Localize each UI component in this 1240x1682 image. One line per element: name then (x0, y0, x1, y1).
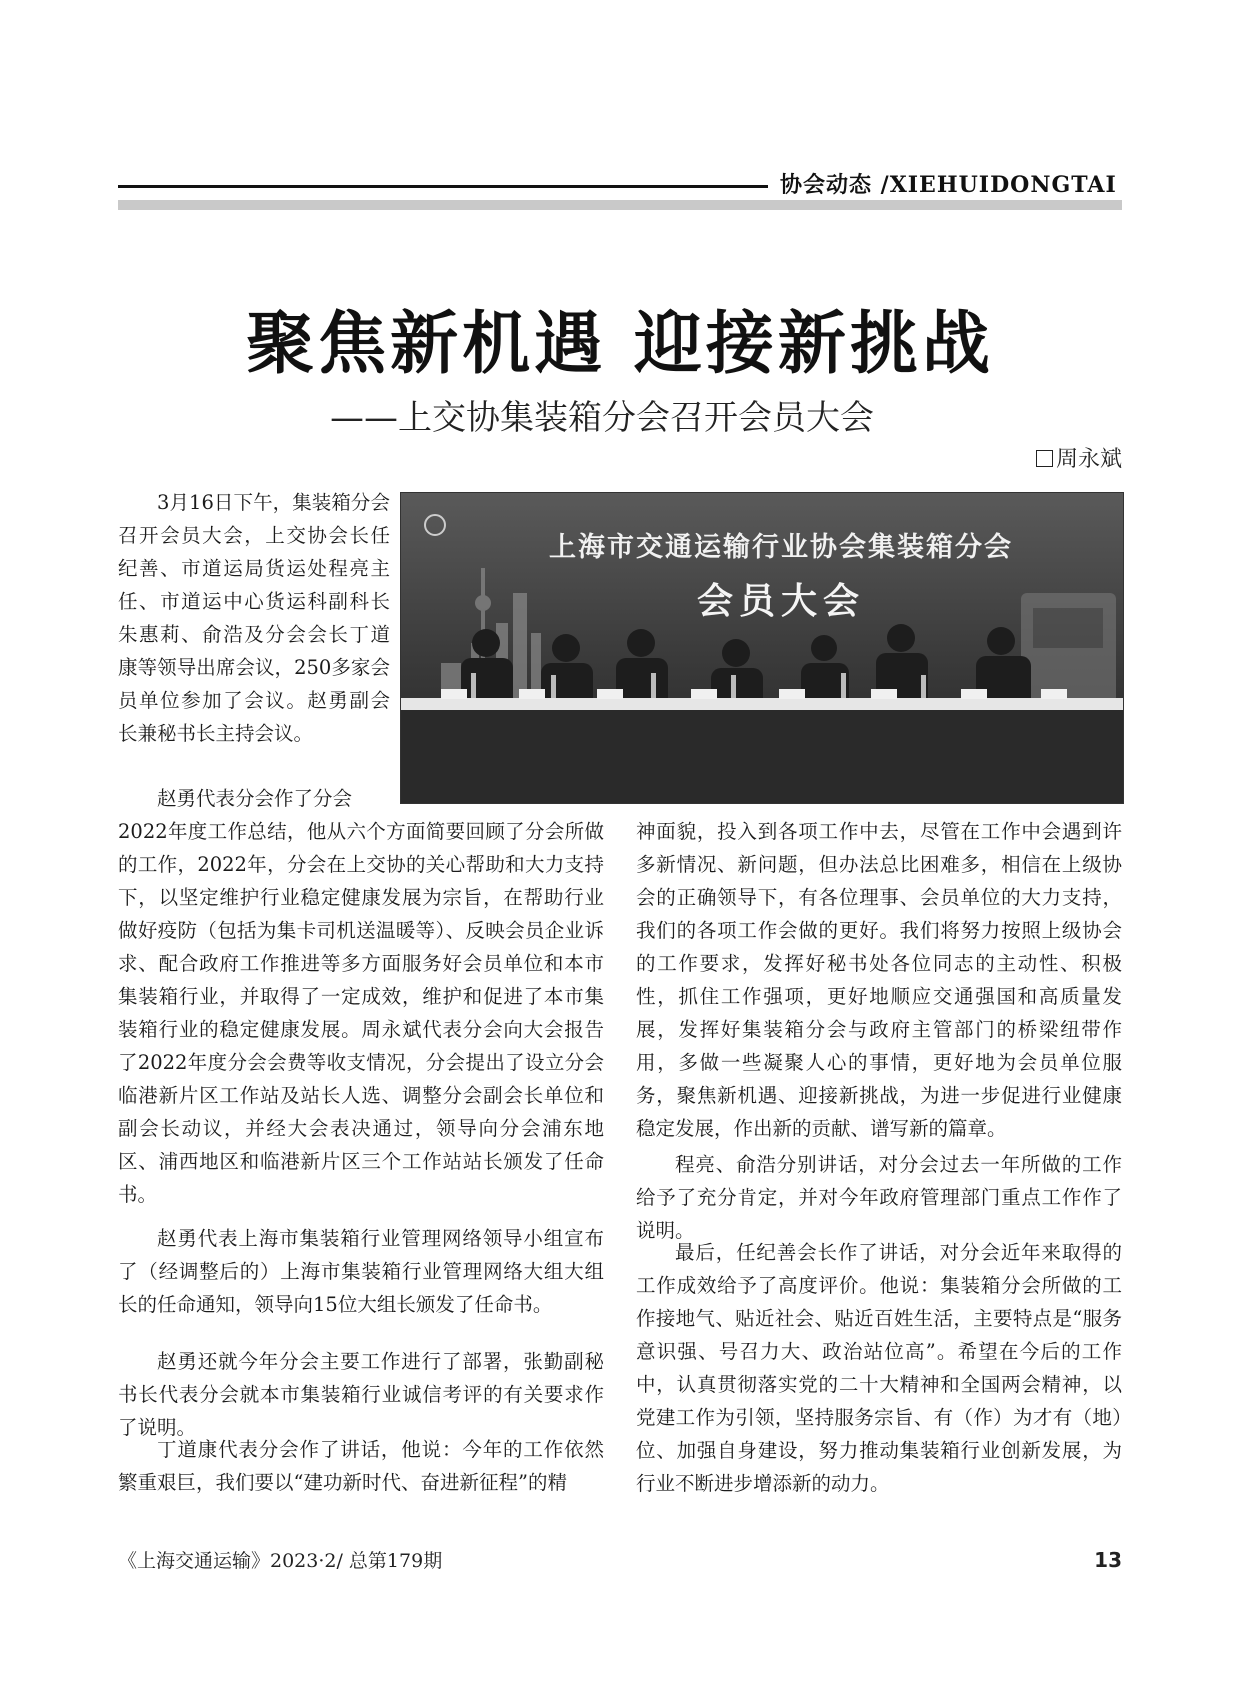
paragraph-2-cont: 2022年度工作总结，他从六个方面简要回顾了分会所做的工作，2022年，分会在上交协的关心帮助和大力支持下，以坚定维护行业稳定健康发展为宗旨，在帮助行业做好疫防（包括为集卡司机送温暖等）、反映会员企业诉求、配合政府工作推进等多方面服务好会员单位和本市集装箱行业，并取得了一定成效，维护和促进了本市集装箱行业的稳定健康发展。周永斌代表分会向大会报告了2022年度分会会费等收支情况，分会提出了设立分会临港新片区工作站及站长人选、调整分会副会长单位和副会长动议，并经大会表决通过，领导向分会浦东地区、浦西地区和临港新片区三个工作站站长颁发了任命书。 (118, 820, 604, 1206)
paragraph-1: 3月16日下午，集装箱分会召开会员大会，上交协会长任纪善、市道运局货运处程亮主任、市道运中心货运科副科长朱惠莉、俞浩及分会会长丁道康等领导出席会议，250多家会员单位参加了会议。赵勇副会长兼秘书长主持会议。 (118, 491, 390, 745)
author-box-icon (1036, 450, 1053, 467)
paragraph-3: 赵勇代表上海市集装箱行业管理网络领导小组宣布了（经调整后的）上海市集装箱行业管理网络大组大组长的任命通知，领导向15位大组长颁发了任命书。 (118, 1227, 604, 1316)
paragraph-5-cont: 神面貌，投入到各项工作中去，尽管在工作中会遇到许多新情况、新问题，但办法总比困难多，相信在上级协会的正确领导下，有各位理事、会员单位的大力支持，我们的各项工作会做的更好。我们将努力按照上级协会的工作要求，发挥好秘书处各位同志的主动性、积极性，抓住工作强项，更好地顺应交通强国和高质量发展，发挥好集装箱分会与政府主管部门的桥梁纽带作用，多做一些凝聚人心的事情，更好地为会员单位服务，聚焦新机遇、迎接新挑战，为进一步促进行业健康稳定发展，作出新的贡献、谱写新的篇章。 (636, 820, 1122, 1140)
meeting-photo (400, 492, 1124, 804)
author-line (1036, 442, 1122, 473)
journal-footer: 《上海交通运输》2023·2/ 总第179期 (118, 1550, 443, 1572)
page-number: 13 (1094, 1548, 1122, 1572)
article-subtitle: ——上交协集装箱分会召开会员大会 (330, 398, 874, 438)
banner-line-1: 上海市交通运输行业协会集装箱分会 (549, 532, 1013, 563)
paragraph-7: 最后，任纪善会长作了讲话，对分会近年来取得的工作成效给予了高度评价。他说：集装箱分会所做的工作接地气、贴近社会、贴近百姓生活，主要特点是“服务意识强、号召力大、政治站位高”。希望在今后的工作中，认真贯彻落实党的二十大精神和全国两会精神，以党建工作为引领，坚持服务宗旨、有（作）为才有（地）位、加强自身建设，努力推动集装箱行业创新发展，为行业不断进步增添新的动力。 (636, 1241, 1122, 1495)
banner-line-2: 会员大会 (696, 581, 865, 622)
header-gray-bar (118, 200, 1122, 210)
header-rule (118, 185, 768, 188)
paragraph-4: 赵勇还就今年分会主要工作进行了部署，张勤副秘书长代表分会就本市集装箱行业诚信考评的有关要求作了说明。 (118, 1350, 604, 1439)
paragraph-2-start: 赵勇代表分会作了分会 (157, 787, 353, 810)
paragraph-5: 丁道康代表分会作了讲话，他说：今年的工作依然繁重艰巨，我们要以“建功新时代、奋进新征程”的精 (118, 1438, 604, 1494)
section-label: 协会动态 /XIEHUIDONGTAI (780, 172, 1117, 198)
paragraph-6: 程亮、俞浩分别讲话，对分会过去一年所做的工作给予了充分肯定，并对今年政府管理部门重点工作作了说明。 (636, 1153, 1122, 1242)
article-title: 聚焦新机遇 迎接新挑战 (246, 304, 994, 384)
author-name: 周永斌 (1055, 447, 1122, 472)
